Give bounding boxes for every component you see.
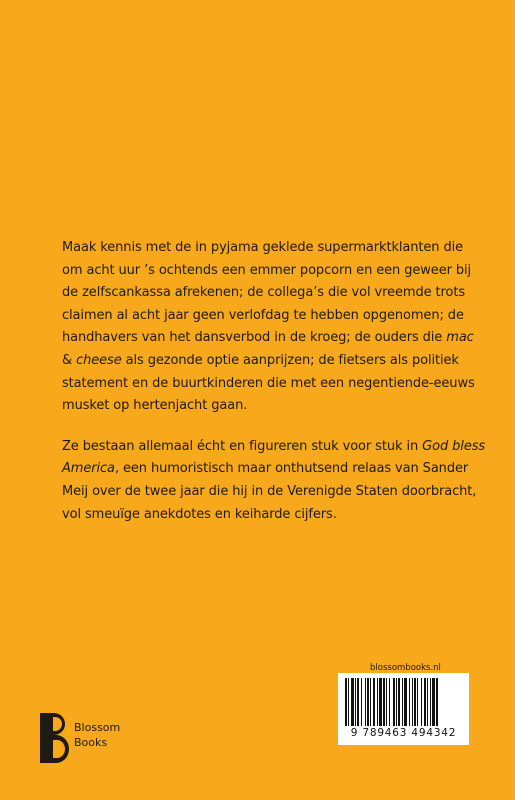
barcode-bar <box>351 678 354 726</box>
publisher-name-line: Blossom <box>74 721 121 734</box>
barcode-bar <box>417 678 418 726</box>
barcode-bar <box>409 678 410 726</box>
barcode-bar <box>414 678 416 726</box>
blurb-paragraph-1 <box>62 237 482 418</box>
barcode-bar <box>370 678 371 726</box>
barcode-bar <box>379 678 382 726</box>
barcode-bar <box>424 678 426 726</box>
publisher-name-line: Books <box>74 736 108 749</box>
barcode-bar <box>348 678 349 726</box>
barcode-bar <box>357 678 359 726</box>
blurb-italic-text: cheese <box>76 352 122 368</box>
barcode-bar <box>365 678 366 726</box>
blurb-line: statement en de buurtkinderen die met een negentiende-eeuws <box>62 375 475 391</box>
blurb-text: als gezonde optie aanprijzen; de fietsers als politiek <box>121 352 459 368</box>
blossom-b-logo-icon <box>40 713 70 763</box>
blurb-text: handhavers van het dansverbod in de kroeg; de ouders die <box>62 330 447 346</box>
blurb-paragraph-2 <box>62 436 486 526</box>
barcode-bar <box>430 678 431 726</box>
blurb-line <box>62 327 482 350</box>
barcode-bar <box>389 678 390 726</box>
publisher-name <box>74 720 120 750</box>
barcode-bar <box>373 678 375 726</box>
barcode-bar <box>402 678 403 726</box>
blurb-line: Maak kennis met de in pyjama geklede supermarktklanten die <box>62 240 464 255</box>
barcode-bar <box>393 678 395 726</box>
barcode-bar <box>386 678 387 726</box>
barcode-bar <box>404 678 407 726</box>
blurb-line: vol smeuïge anekdotes en keiharde cijfers. <box>62 506 337 522</box>
publisher-website: blossombooks.nl <box>370 663 441 673</box>
blurb-line <box>62 436 486 459</box>
book-title-italic: America <box>62 461 115 477</box>
blurb-line: claimen al acht jaar geen verlofdag te hebben opgenomen; de <box>62 307 464 323</box>
blurb-line: Meij over de twee jaar die hij in de Verenigde Staten doorbracht, <box>62 483 477 499</box>
blurb-line: musket op hertenjacht gaan. <box>62 398 248 414</box>
blurb-text: Ze bestaan allemaal écht en figureren stuk voor stuk in <box>62 438 423 454</box>
barcode <box>338 673 469 745</box>
barcode-bars <box>345 678 462 726</box>
barcode-bar <box>367 678 369 726</box>
isbn-number: 9 789463 494342 <box>350 727 457 739</box>
barcode-bar <box>361 678 362 726</box>
blurb-line: om acht uur ’s ochtends een emmer popcorn en een geweer bij <box>62 262 472 278</box>
blurb-line <box>62 458 482 481</box>
publisher-logo <box>40 713 170 765</box>
blurb-italic-text: mac <box>446 330 474 346</box>
barcode-bar <box>383 678 385 726</box>
blurb-text: & <box>62 352 77 368</box>
barcode-bar <box>436 678 438 726</box>
blurb-line <box>62 350 482 373</box>
barcode-bar <box>432 678 435 726</box>
barcode-bar <box>377 678 378 726</box>
back-cover-blurb <box>62 237 486 544</box>
barcode-bar <box>345 678 347 726</box>
barcode-bar <box>421 678 422 726</box>
blurb-text: , een humoristisch maar onthutsend relaas van Sander <box>114 461 469 477</box>
barcode-bar <box>355 678 356 726</box>
barcode-bar <box>398 678 400 726</box>
blurb-line: de zelfscankassa afrekenen; de collega’s die vol vreemde trots <box>62 285 466 301</box>
book-title-italic: God bless <box>422 438 486 454</box>
barcode-bar <box>412 678 413 726</box>
barcode-bar <box>396 678 397 726</box>
barcode-bar <box>427 678 428 726</box>
